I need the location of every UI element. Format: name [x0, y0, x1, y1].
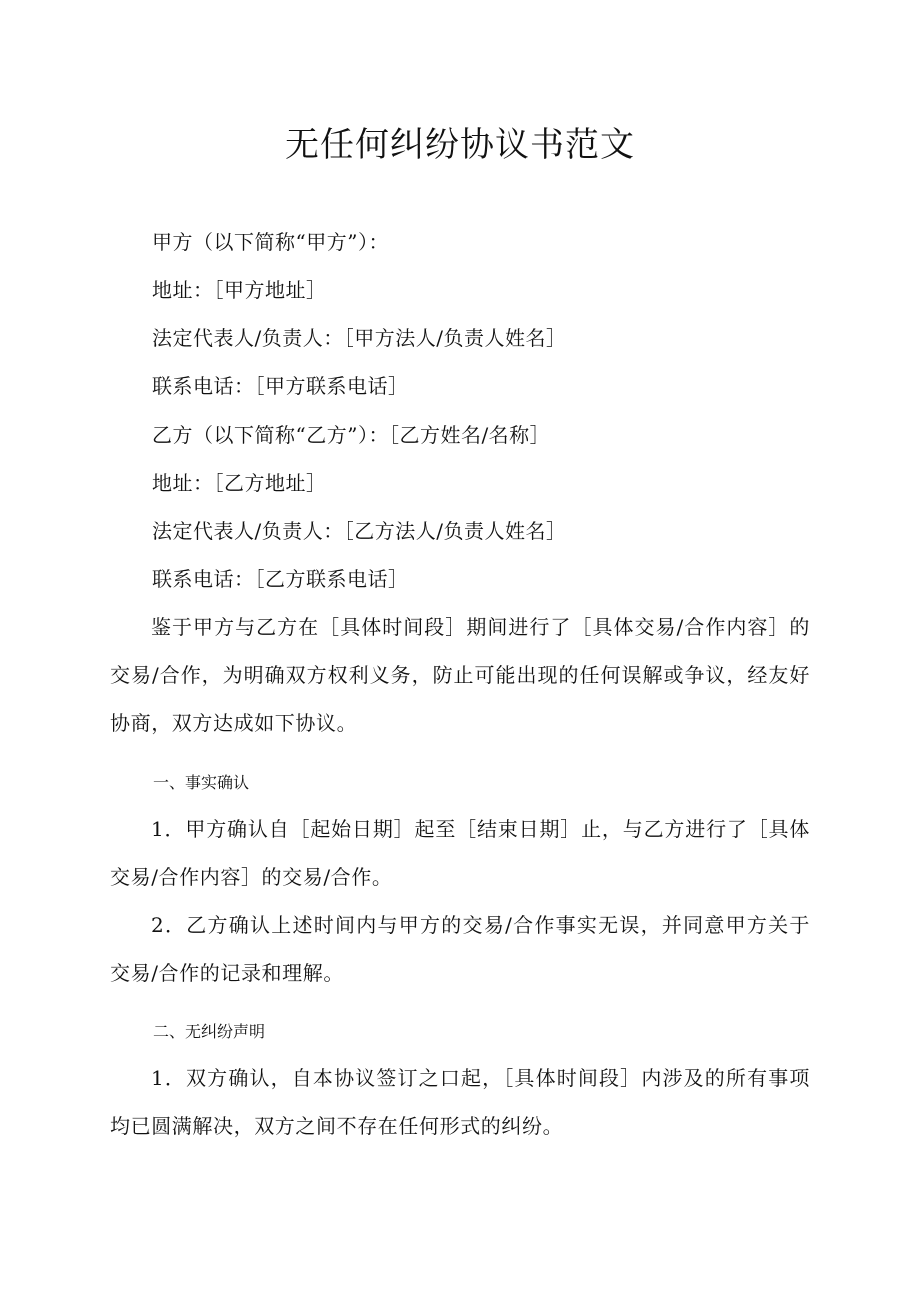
document-title: 无任何纠纷协议书范文	[285, 125, 635, 165]
party-a-phone: 联系电话：［甲方联系电话］	[152, 374, 409, 398]
party-a-address: 地址：［甲方地址］	[152, 278, 327, 302]
party-b-phone: 联系电话：［乙方联系电话］	[152, 567, 409, 591]
party-b-address: 地址：［乙方地址］	[152, 471, 327, 495]
party-a-representative: 法定代表人/负责人：［甲方法人/负责人姓名］	[152, 326, 567, 350]
clause-paragraph: 1．双方确认，自本协议签订之口起，［具体时间段］内涉及的所有事项均已圆满解决，双方之间不存在任何形式的纠纷。	[110, 1066, 810, 1138]
preamble-paragraph: 鉴于甲方与乙方在［具体时间段］期间进行了［具体交易/合作内容］的交易/合作，为明确双方权利义务，防止可能出现的任何误解或争议，经友好协商，双方达成如下协议。	[110, 615, 810, 735]
section-heading: 二、无纠纷声明	[153, 1022, 266, 1041]
party-a-intro: 甲方（以下简称“甲方”）：	[152, 230, 389, 254]
clause-paragraph: 1．甲方确认自［起始日期］起至［结束日期］止，与乙方进行了［具体交易/合作内容］的交易/合作。	[110, 817, 810, 889]
party-b-intro: 乙方（以下简称“乙方”）：［乙方姓名/名称］	[152, 423, 551, 447]
party-b-representative: 法定代表人/负责人：［乙方法人/负责人姓名］	[152, 519, 567, 543]
section-heading: 一、事实确认	[153, 773, 250, 792]
clause-paragraph: 2．乙方确认上述时间内与甲方的交易/合作事实无误，并同意甲方关于交易/合作的记录和理解。	[110, 913, 810, 985]
